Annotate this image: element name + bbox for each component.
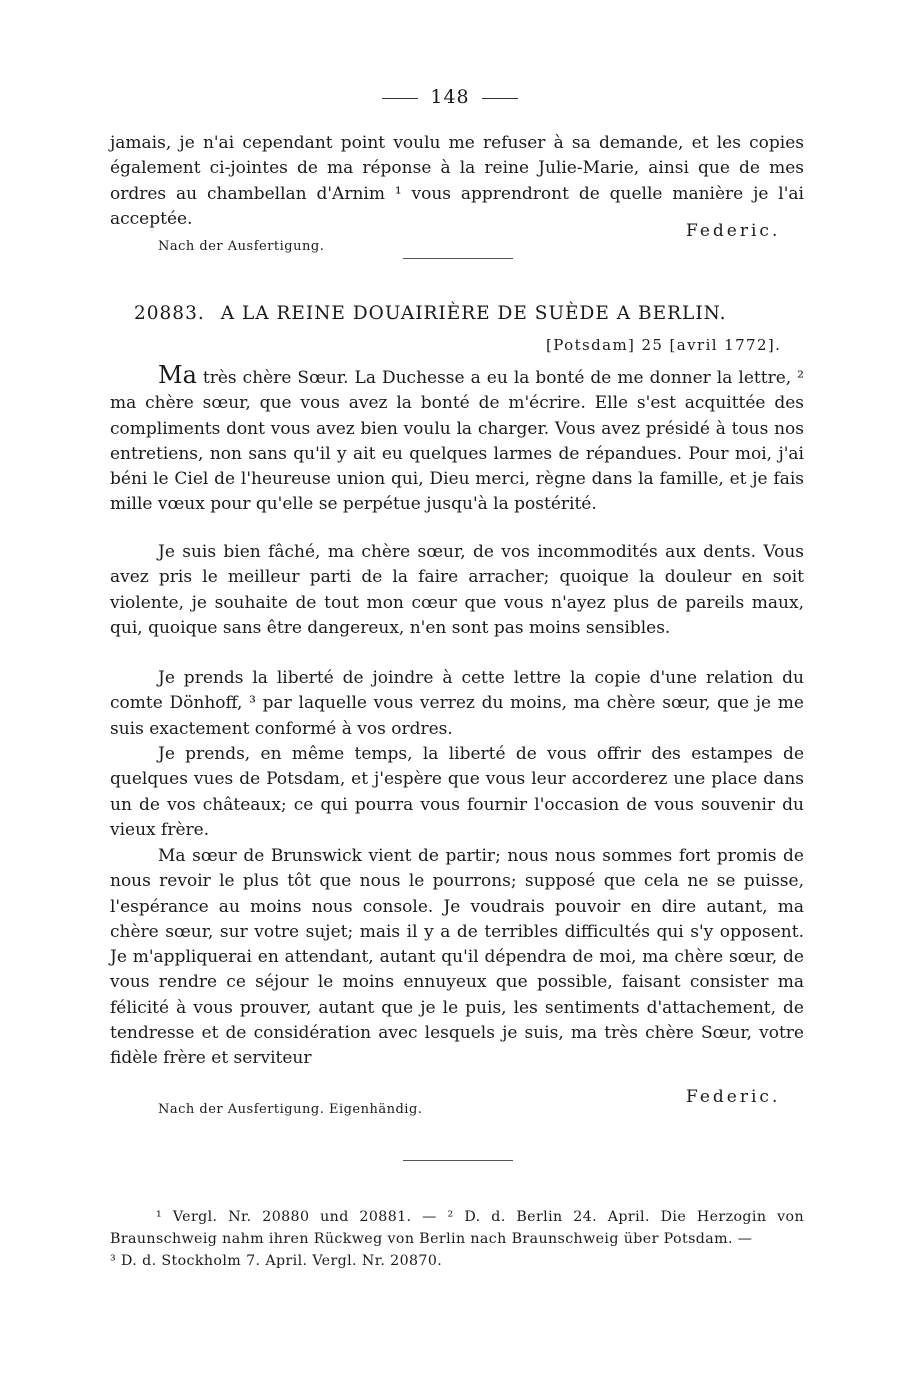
previous-letter-source: Nach der Ausfertigung. xyxy=(158,239,325,254)
letter-dateline: [Potsdam] 25 [avril 1772]. xyxy=(546,336,782,354)
paragraph-1-text: très chère Sœur. La Duchesse a eu la bonté de me donner la lettre, ² ma chère sœur, que vous avez la bonté de m'écrire. Elle s'est acquittée des compliments dont vous avez bien voulu la charger. Vous avez présidé à tous nos entretiens, non sans qu'il y ait eu quelques larmes de répandues. Pour moi, j'ai béni le Ciel de l'heureuse union qui, Dieu merci, règne dans la famille, et je fais mille vœux pour qu'elle se perpétue jusqu'à la postérité. xyxy=(110,368,804,515)
letter-title: A LA REINE DOUAIRIÈRE DE SUÈDE A BERLIN. xyxy=(220,303,727,324)
letter-paragraph-1 xyxy=(110,363,804,518)
salutation-initial: Ma xyxy=(158,361,197,389)
header-dash-left xyxy=(382,98,418,99)
footnote-rule xyxy=(403,1160,513,1161)
previous-letter-end: jamais, je n'ai cependant point voulu me refuser à sa demande, et les copies également ci-jointes de ma réponse à la reine Julie-Marie, ainsi que de mes ordres au chambellan d'Arnim ¹ vous apprendront de quelle manière je l'ai acceptée. xyxy=(110,133,804,229)
letter-number: 20883. xyxy=(134,303,205,324)
letter-signature: Federic. xyxy=(686,1087,781,1107)
separator-rule xyxy=(403,258,513,259)
letter-paragraph-3: Je prends la liberté de joindre à cette lettre la copie d'une relation du comte Dönhoff, ³ par laquelle vous verrez du moins, ma chère sœur, que je me suis exactement conformé à vos ordres. xyxy=(110,668,804,739)
previous-letter-signature: Federic. xyxy=(686,221,781,241)
footnote-1-2: ¹ Vergl. Nr. 20880 und 20881. — ² D. d. Berlin 24. April. Die Herzogin von Braunschweig nahm ihren Rückweg von Berlin nach Braunschweig über Potsdam. — xyxy=(110,1209,804,1247)
footnotes xyxy=(110,1206,804,1272)
letter-paragraph-5: Ma sœur de Brunswick vient de partir; nous nous sommes fort promis de nous revoir le plus tôt que nous le pourrons; supposé que cela ne se puisse, l'espérance au moins nous console. Je voudrais pouvoir en dire autant, ma chère sœur, sur votre sujet; mais il y a de terribles difficultés qui s'y opposent. Je m'appliquerai en attendant, autant qu'il dépendra de moi, ma chère sœur, de vous rendre ce séjour le moins ennuyeux que possible, faisant consister ma félicité à vous prouver, autant que je le puis, les sentiments d'attachement, de tendresse et de considération avec lesquels je suis, ma très chère Sœur, votre fidèle frère et serviteur xyxy=(110,846,804,1069)
footnote-3: ³ D. d. Stockholm 7. April. Vergl. Nr. 20870. xyxy=(110,1253,443,1269)
letter-paragraph-4: Je prends, en même temps, la liberté de vous offrir des estampes de quelques vues de Potsdam, et j'espère que vous leur accorderez une place dans un de vos châteaux; ce qui pourra vous fournir l'occasion de vous souvenir du vieux frère. xyxy=(110,744,804,840)
letter-source: Nach der Ausfertigung. Eigenhändig. xyxy=(158,1102,423,1117)
page-number: 148 xyxy=(430,86,470,108)
header-dash-right xyxy=(482,98,518,99)
letter-paragraph-2: Je suis bien fâché, ma chère sœur, de vos incommodités aux dents. Vous avez pris le meilleur parti de la faire arracher; quoique la douleur en soit violente, je souhaite de tout mon cœur que vous n'ayez plus de pareils maux, qui, quoique sans être dangereux, n'en sont pas moins sensibles. xyxy=(110,542,804,638)
letter-heading xyxy=(134,303,814,324)
page-header xyxy=(0,86,900,108)
